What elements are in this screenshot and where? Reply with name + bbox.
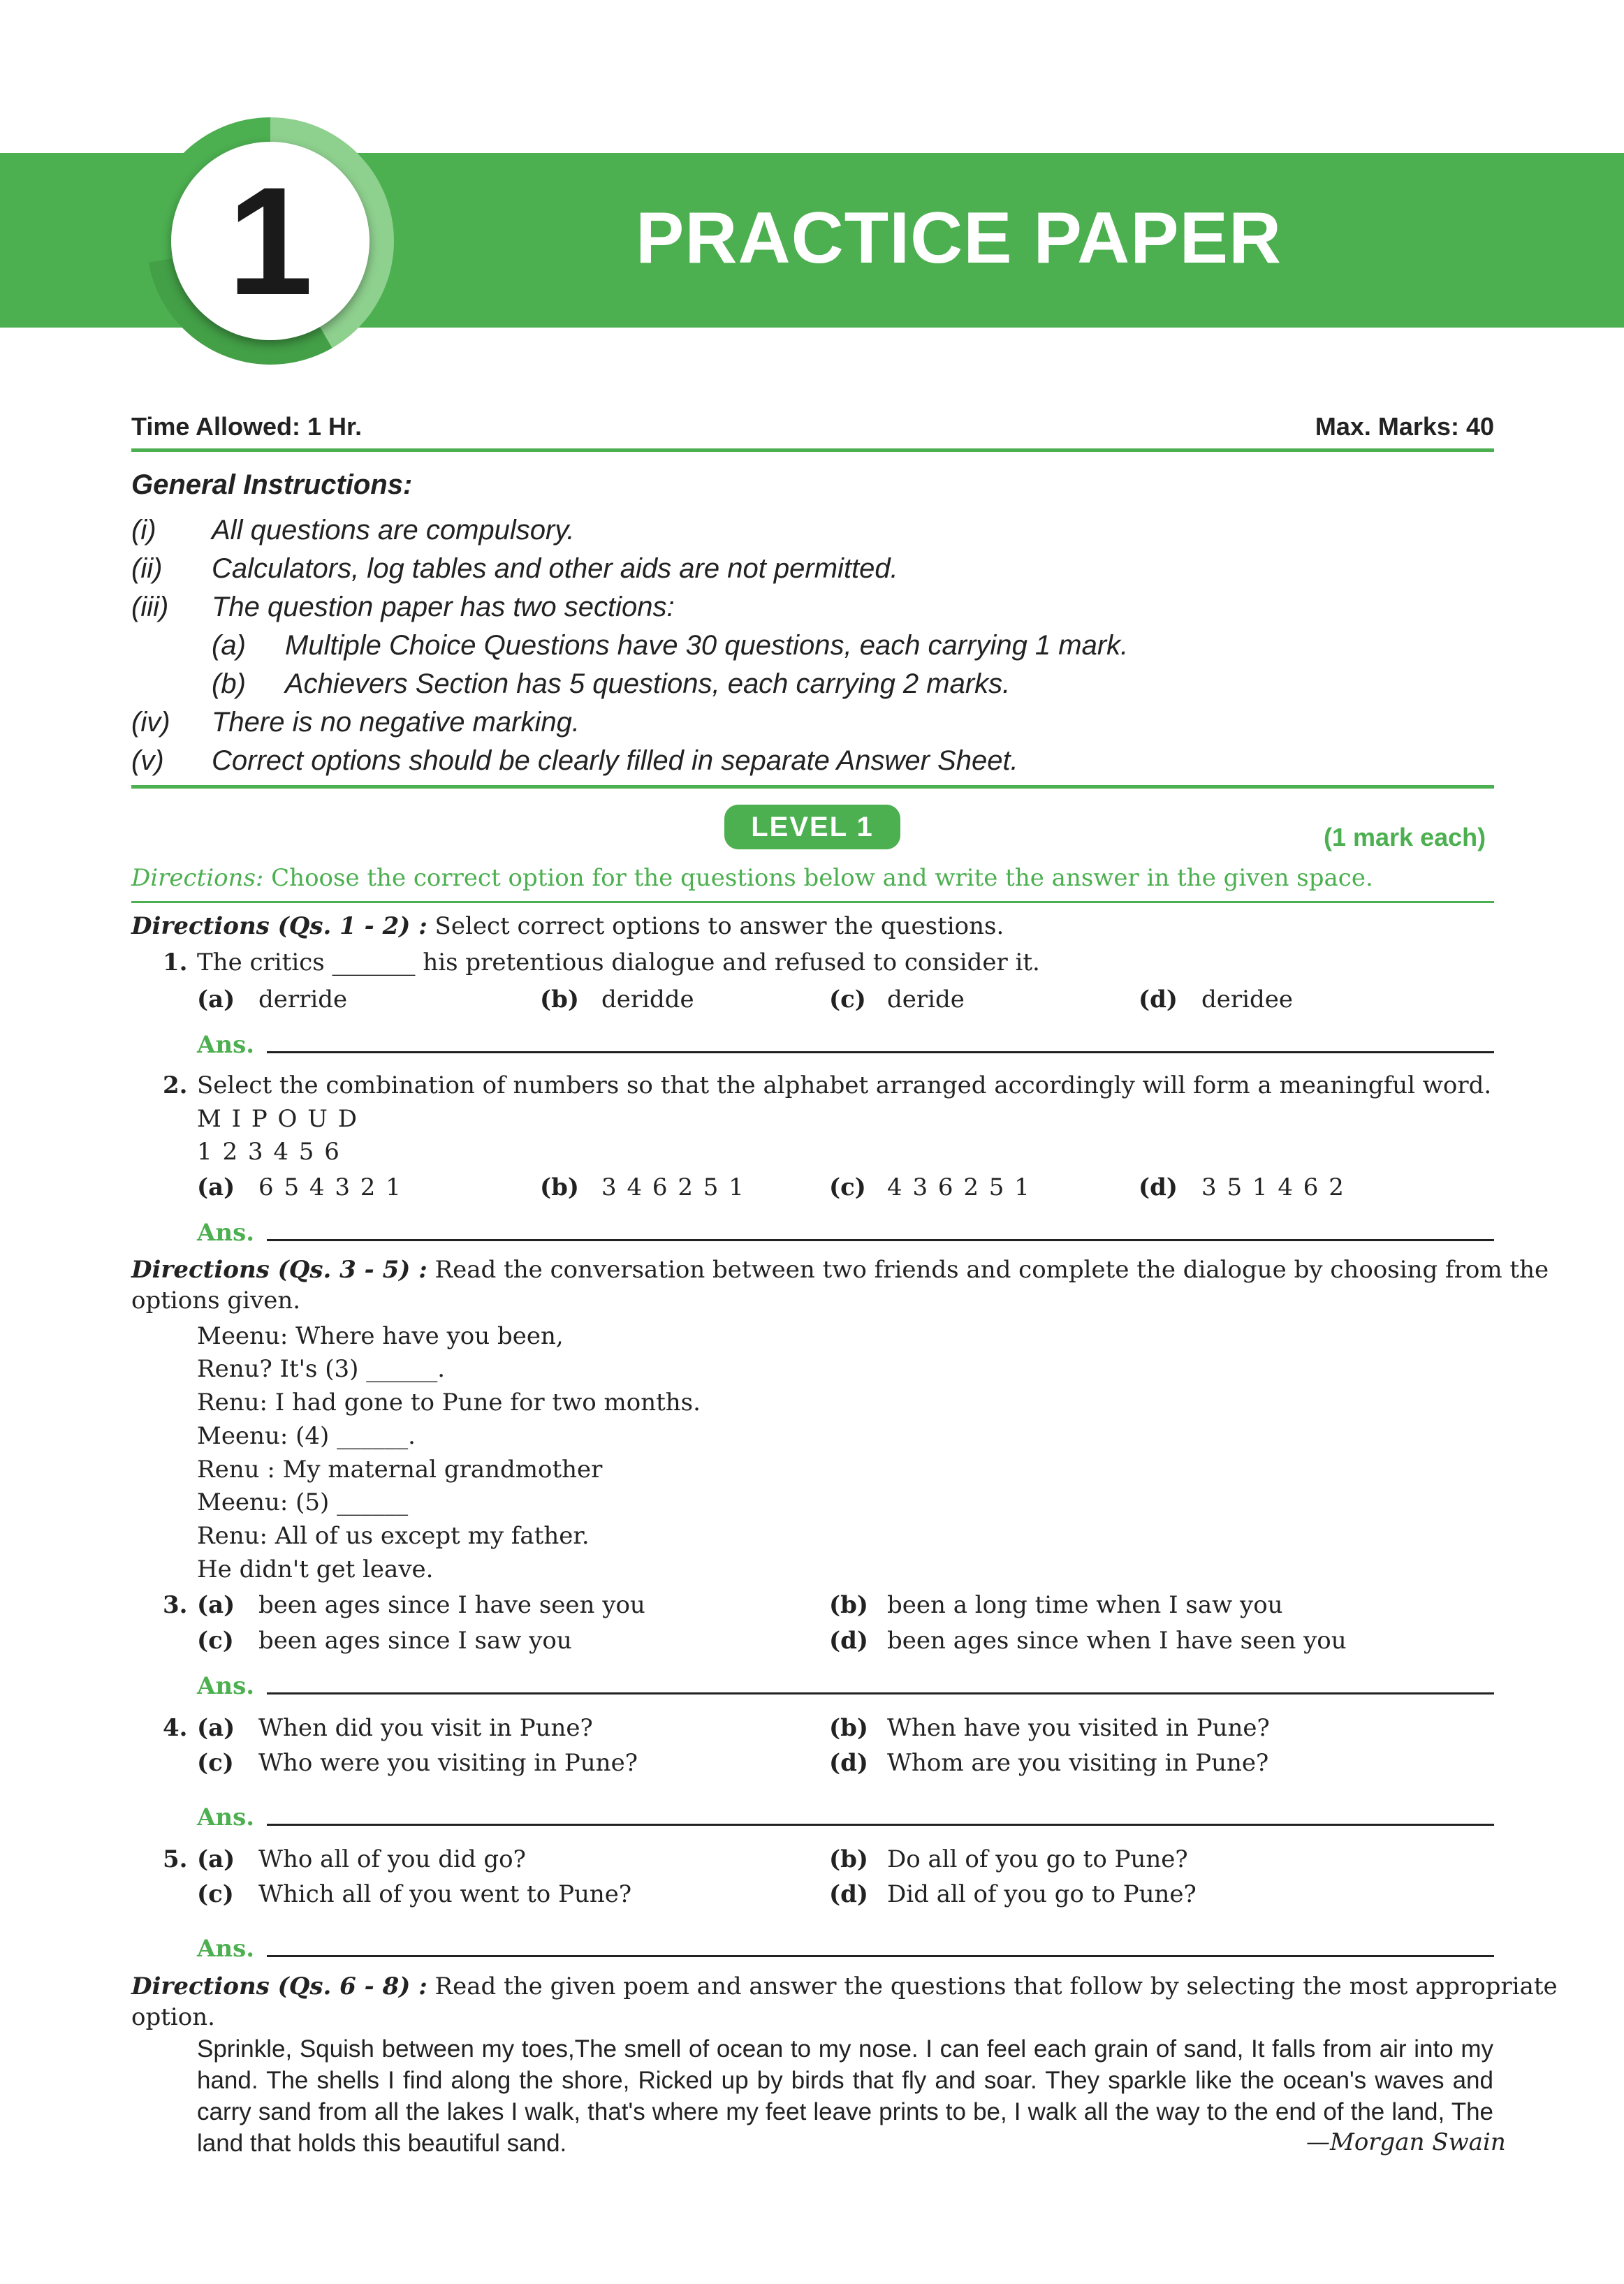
instruction-text: Calculators, log tables and other aids are not permitted. [212,553,898,584]
instruction-sub-text: Achievers Section has 5 questions, each carrying 2 marks. [285,668,1011,699]
option-text: been ages since I have seen you [258,1591,645,1619]
section-directions [131,1972,1558,2000]
answer-line[interactable] [267,1051,1494,1053]
dialogue-line: He didn't get leave. [197,1555,434,1583]
dialogue-line: Renu: I had gone to Pune for two months. [197,1389,701,1416]
option-letter: (d) [829,1627,868,1655]
instruction-num: (i) [131,515,156,546]
directions-text: Choose the correct option for the questions below and write the answer in the given space. [263,864,1373,892]
instruction-text: There is no negative marking. [212,707,580,738]
dialogue-line: Meenu: (5) ______ [197,1488,409,1516]
option-letter: (a) [197,1714,235,1742]
poem-author: —Morgan Swain [1306,2128,1506,2156]
directions-label: Directions: [131,864,264,892]
paper-number: 1 [227,155,314,327]
option-text: Who all of you did go? [258,1845,526,1873]
option-letter: (c) [829,1173,866,1201]
dialogue-line: Meenu: (4) ______. [197,1422,416,1450]
option-text: been ages since when I have seen you [887,1627,1347,1655]
divider [131,901,1494,903]
answer-label: Ans. [197,1219,255,1247]
instruction-num: (v) [131,745,164,776]
option-text: When have you visited in Pune? [887,1714,1270,1742]
directions-text: Select correct options to answer the questions. [427,912,1004,940]
section-directions [131,1256,1549,1284]
option-text: been a long time when I saw you [887,1591,1283,1619]
answer-label: Ans. [197,1935,255,1963]
option-letter: (c) [197,1627,234,1655]
option-text: Whom are you visiting in Pune? [887,1749,1269,1777]
level-badge: LEVEL 1 [724,805,900,849]
question-number: 3. [163,1591,188,1619]
divider [131,785,1494,789]
instruction-sub-text: Multiple Choice Questions have 30 questions, each carrying 1 mark. [285,630,1129,661]
answer-line[interactable] [267,1955,1494,1957]
answer-line[interactable] [267,1692,1494,1694]
option-text: 4 3 6 2 5 1 [887,1173,1031,1201]
dialogue-line: Meenu: Where have you been, [197,1322,564,1350]
option-text: When did you visit in Pune? [258,1714,593,1742]
question-letters: M I P O U D [197,1105,358,1133]
option-text: deridee [1201,986,1294,1013]
option-text: deride [887,986,965,1013]
dialogue-line: Renu : My maternal grandmother [197,1456,603,1484]
option-text: Which all of you went to Pune? [258,1880,632,1908]
directions-text: Read the given poem and answer the questions that follow by selecting the most appropriate [427,1972,1558,2000]
option-letter: (d) [1139,1173,1178,1201]
instruction-sub-num: (a) [212,630,246,661]
instruction-num: (iv) [131,707,170,738]
question-text: Select the combination of numbers so that the alphabet arranged accordingly will form a meaningful word. [197,1071,1492,1099]
instruction-text: Correct options should be clearly filled in separate Answer Sheet. [212,745,1018,776]
directions-main [131,864,1373,892]
answer-label: Ans. [197,1803,255,1831]
question-number: 2. [163,1071,188,1099]
instruction-text: The question paper has two sections: [212,592,675,622]
directions-label: Directions (Qs. 6 - 8) : [131,1972,427,2000]
answer-label: Ans. [197,1031,255,1059]
page-title: PRACTICE PAPER [636,198,1282,279]
option-text: 6 5 4 3 2 1 [258,1173,402,1201]
directions-text-continued: option. [131,2003,215,2031]
section-directions [131,912,1004,940]
option-letter: (c) [829,986,866,1013]
question-number: 5. [163,1845,188,1873]
option-text: been ages since I saw you [258,1627,572,1655]
dialogue-line: Renu: All of us except my father. [197,1522,590,1550]
option-text: Who were you visiting in Pune? [258,1749,638,1777]
option-letter: (a) [197,986,235,1013]
option-letter: (b) [540,1173,579,1201]
answer-label: Ans. [197,1672,255,1700]
question-number: 4. [163,1714,188,1742]
directions-label: Directions (Qs. 3 - 5) : [131,1256,427,1284]
question-numbers: 1 2 3 4 5 6 [197,1138,341,1166]
instruction-num: (iii) [131,592,169,622]
option-text: derride [258,986,348,1013]
max-marks: Max. Marks: 40 [1315,412,1494,441]
option-letter: (d) [829,1880,868,1908]
directions-text-continued: options given. [131,1287,301,1315]
question-text: The critics _______ his pretentious dialogue and refused to consider it. [197,949,1040,976]
directions-text: Read the conversation between two friends and complete the dialogue by choosing from the [427,1256,1549,1284]
instructions-title: General Instructions: [131,469,413,500]
option-text: Did all of you go to Pune? [887,1880,1197,1908]
option-letter: (b) [540,986,579,1013]
instruction-text: All questions are compulsory. [212,515,575,546]
question-number: 1. [163,949,188,976]
option-text: Do all of you go to Pune? [887,1845,1188,1873]
option-letter: (c) [197,1749,234,1777]
option-text: 3 5 1 4 6 2 [1201,1173,1345,1201]
marks-note: (1 mark each) [1324,823,1486,851]
option-letter: (a) [197,1591,235,1619]
option-letter: (b) [829,1845,868,1873]
answer-line[interactable] [267,1239,1494,1241]
option-letter: (a) [197,1173,235,1201]
option-letter: (b) [829,1714,868,1742]
answer-line[interactable] [267,1824,1494,1826]
instruction-num: (ii) [131,553,163,584]
instruction-sub-num: (b) [212,668,246,699]
option-letter: (d) [829,1749,868,1777]
option-text: 3 4 6 2 5 1 [601,1173,745,1201]
directions-label: Directions (Qs. 1 - 2) : [131,912,427,940]
dialogue-line: Renu? It's (3) ______. [197,1355,446,1383]
option-letter: (d) [1139,986,1178,1013]
option-letter: (a) [197,1845,235,1873]
poem-text: Sprinkle, Squish between my toes,The smell of ocean to my nose. I can feel each grain of sand, It falls from air into my hand. The shells I find along the shore, Ricked up by birds that fly and soar. They sparkle like the ocean's waves and carry sand from all the lakes I walk, that's where my feet leave prints to be, I walk all the way to the end of the land, The land that holds this beautiful sand. [197,2035,1493,2157]
option-letter: (b) [829,1591,868,1619]
option-text: deridde [601,986,694,1013]
divider [131,448,1494,452]
time-allowed: Time Allowed: 1 Hr. [131,412,363,441]
option-letter: (c) [197,1880,234,1908]
